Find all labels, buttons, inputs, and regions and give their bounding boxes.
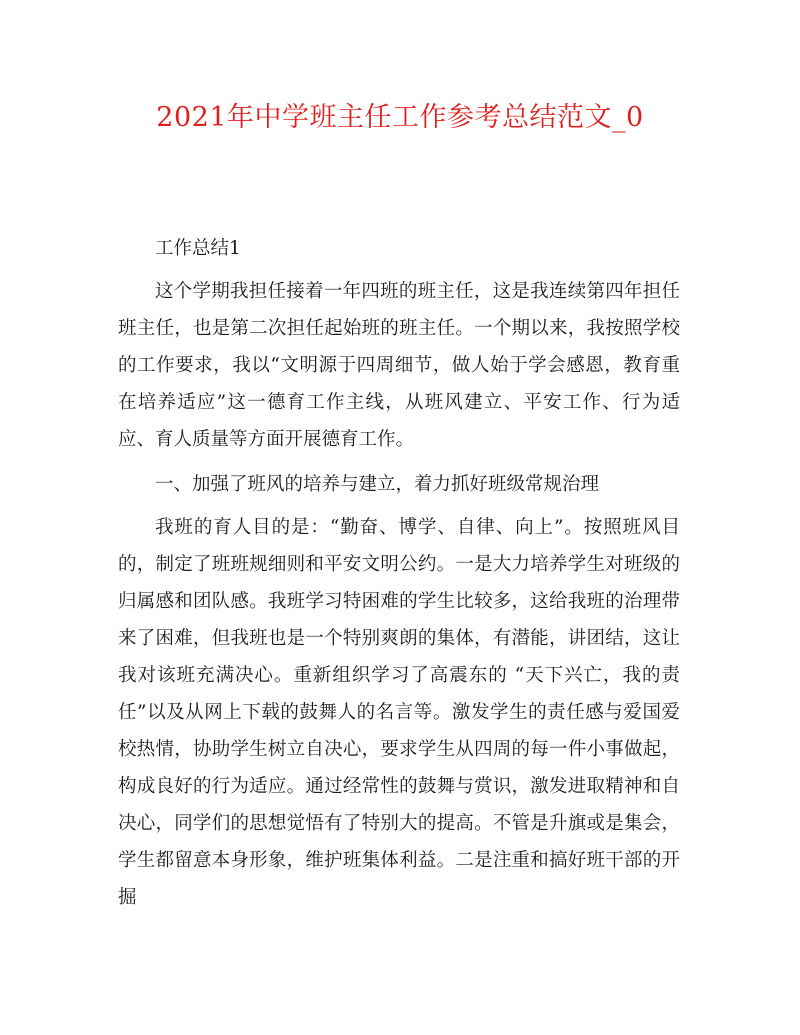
intro-paragraph: 这个学期我担任接着一年四班的班主任，这是我连续第四年担任班主任，也是第二次担任起始班的班主任。一个期以来，我按照学校的工作要求，我以“文明源于四周细节，做人始于学会感恩，教育重在培养适应”这一德育工作主线，从班风建立、平安工作、行为适应、育人质量等方面开展德育工作。 xyxy=(118,281,680,450)
document-body xyxy=(118,230,680,924)
document-title: 2021年中学班主任工作参考总结范文_0 xyxy=(156,102,644,133)
section-label: 工作总结1 xyxy=(155,238,241,259)
body-paragraph: 我班的育人目的是：“勤奋、博学、自律、向上”。按照班风目的，制定了班班规细则和平安文明公约。一是大力培养学生对班级的归属感和团队感。我班学习特困难的学生比较多，这给我班的治理带来了困难，但我班也是一个特别爽朗的集体，有潜能，讲团结，这让我对该班充满决心。重新组织学习了高震东的 “天下兴亡，我的责任”以及从网上下载的鼓舞人的名言等。激发学生的责任感与爱国爱校热情，协助学生树立自决心，要求学生从四周的每一件小事做起，构成良好的行为适应。通过经常性的鼓舞与赏识，激发进取精神和自决心，同学们的思想觉悟有了特别大的提高。不管是升旗或是集会，学生都留意本身形象，维护班集体利益。二是注重和搞好班干部的开掘 xyxy=(118,517,680,908)
section-heading: 一、加强了班风的培养与建立，着力抓好班级常规治理 xyxy=(155,474,600,495)
